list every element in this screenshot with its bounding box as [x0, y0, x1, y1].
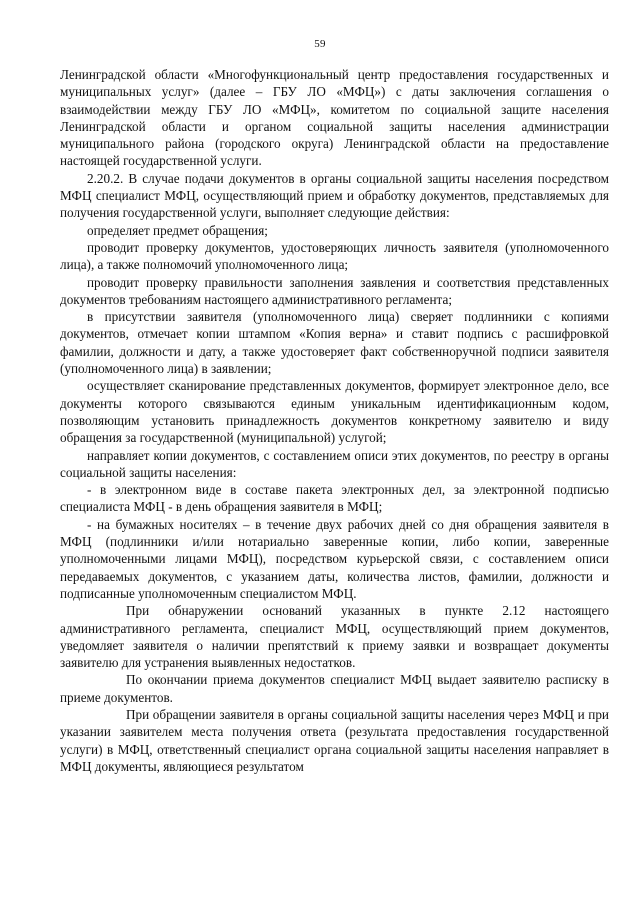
paragraph: направляет копии документов, с составлением описи этих документов, по реестру в органы социальной защиты населения:	[60, 447, 609, 480]
paragraph: - в электронном виде в составе пакета электронных дел, за электронной подписью специалиста МФЦ - в день обращения заявителя в МФЦ;	[60, 482, 609, 515]
page-number: 59	[314, 38, 326, 50]
paragraph: По окончании приема документов специалист МФЦ выдает заявителю расписку в приеме документов.	[60, 672, 609, 705]
paragraph: При обращении заявителя в органы социальной защиты населения через МФЦ и при указании заявителем места получения ответа (результата предоставления государственной услуги) в МФЦ, ответственный специалист органа социальной защиты населения направляет в МФЦ документы, являющиеся результатом	[60, 706, 609, 774]
paragraph: проводит проверку правильности заполнения заявления и соответствия представленных документов требованиям настоящего административного регламента;	[60, 274, 609, 307]
paragraph: проводит проверку документов, удостоверяющих личность заявителя (уполномоченного лица), а также полномочий уполномоченного лица;	[60, 239, 609, 273]
paragraph: определяет предмет обращения;	[87, 222, 268, 238]
document-body	[60, 66, 609, 775]
paragraph: - на бумажных носителях – в течение двух рабочих дней со дня обращения заявителя в МФЦ (подлинники и/или нотариально заверенные копии, либо копии, заверенные уполномоченными лицами МФЦ), посредством курьерской связи, с составлением описи передаваемых документов, с указанием даты, количества листов, фамилии, должности и подписанные уполномоченным специалистом МФЦ.	[60, 516, 609, 601]
paragraph: в присутствии заявителя (уполномоченного лица) сверяет подлинники с копиями документов, отмечает копии штампом «Копия верна» и ставит подпись с расшифровкой фамилии, должности и дату, а также удостоверяет факт собственноручной подписи заявителя (уполномоченного лица) в заявлении;	[60, 309, 609, 377]
paragraph: 2.20.2. В случае подачи документов в органы социальной защиты населения посредством МФЦ специалист МФЦ, осуществляющий прием и обработку документов, представляемых для получения государственной услуги, выполняет следующие действия:	[60, 170, 609, 221]
paragraph: осуществляет сканирование представленных документов, формирует электронное дело, все документы которого связываются единым уникальным идентификационным кодом, позволяющим установить принадлежность документов конкретному заявителю и виду обращения за государственной (муниципальной) услугой;	[60, 378, 609, 446]
paragraph: Ленинградской области «Многофункциональный центр предоставления государственных и муниципальных услуг» (далее – ГБУ ЛО «МФЦ») с даты заключения соглашения о взаимодействии между ГБУ ЛО «МФЦ», комитетом по социальной защите населения Ленинградской области и органом социальной защиты населения администрации муниципального района (городского округа) Ленинградской области на предоставление настоящей государственной услуги.	[60, 67, 609, 169]
paragraph: При обнаружении оснований указанных в пункте 2.12 настоящего административного регламента, специалист МФЦ, осуществляющий прием документов, уведомляет заявителя о наличии препятствий к приему заявки и возвращает документы заявителю для устранения выявленных недостатков.	[60, 603, 609, 671]
